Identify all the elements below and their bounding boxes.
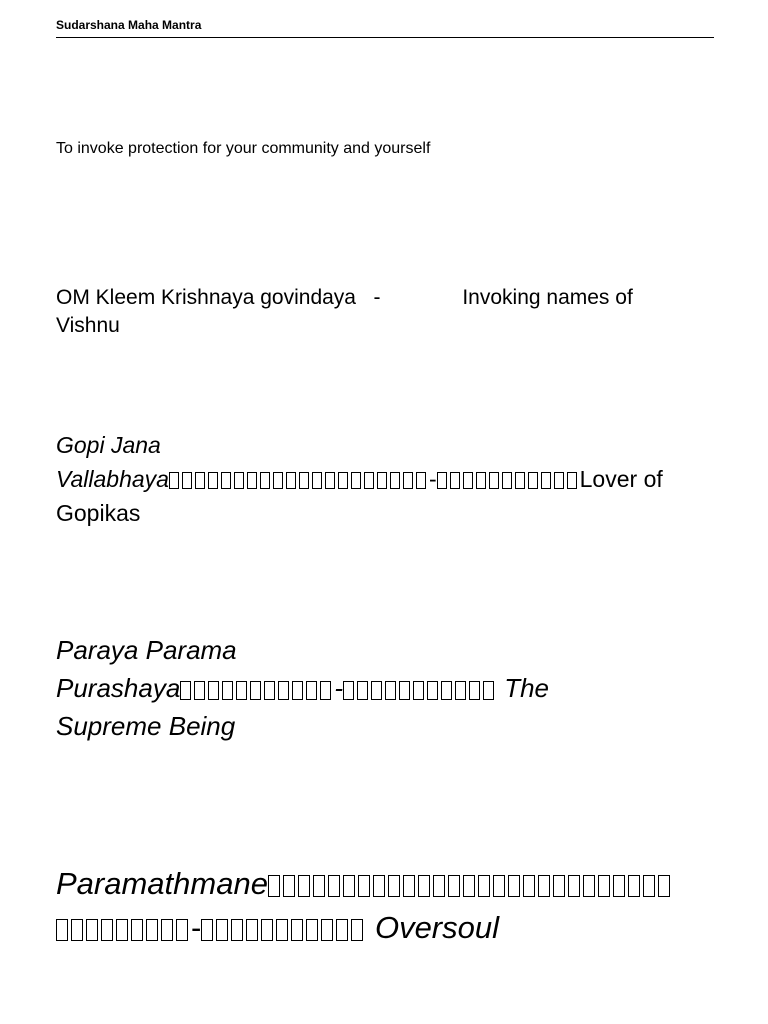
verse-3-meaning: The xyxy=(504,673,550,703)
mantra-verse-4 xyxy=(56,862,726,950)
verse-4-meaning: Oversoul xyxy=(374,910,499,945)
verse-4-line-1 xyxy=(56,862,726,906)
verse-3-mantra: Purashaya xyxy=(56,673,181,703)
document-title: Sudarshana Maha Mantra xyxy=(56,18,202,32)
verse-3-line-2 xyxy=(56,669,726,707)
mantra-verse-2 xyxy=(56,428,726,530)
intro-text: To invoke protection for your community and yourself xyxy=(56,140,431,157)
tab-glyph-run xyxy=(437,466,580,492)
verse-4-line-2 xyxy=(56,906,726,950)
verse-3-dash: - xyxy=(334,673,343,703)
verse-2-dash: - xyxy=(428,466,437,492)
tab-glyph-run xyxy=(201,910,366,945)
page-header xyxy=(56,17,714,38)
verse-1-mantra: OM Kleem Krishnaya govindaya xyxy=(56,286,356,309)
verse-1-dash: - xyxy=(373,286,381,309)
tab-glyph-run xyxy=(268,866,673,901)
verse-3-line-3: Supreme Being xyxy=(56,711,236,741)
verse-2-line-1: Gopi Jana xyxy=(56,432,161,458)
verse-2-meaning: Lover of xyxy=(579,466,663,492)
verse-1-line-2: Vishnu xyxy=(56,314,120,337)
verse-1-line-1 xyxy=(56,284,726,312)
verse-3-line-1: Paraya Parama xyxy=(56,635,237,665)
mantra-verse-1 xyxy=(56,284,726,340)
tab-glyph-run xyxy=(343,673,497,703)
verse-2-line-3: Gopikas xyxy=(56,500,141,526)
verse-2-line-2 xyxy=(56,462,726,496)
verse-2-mantra: Vallabhaya xyxy=(56,466,169,492)
verse-4-dash: - xyxy=(191,910,202,945)
verse-4-mantra: Paramathmane xyxy=(56,866,268,901)
mantra-verse-3 xyxy=(56,631,726,745)
tab-glyph-run xyxy=(180,673,334,703)
verse-1-meaning: Invoking names of xyxy=(462,286,633,309)
tab-glyph-run xyxy=(56,910,191,945)
tab-glyph-run xyxy=(169,466,429,492)
